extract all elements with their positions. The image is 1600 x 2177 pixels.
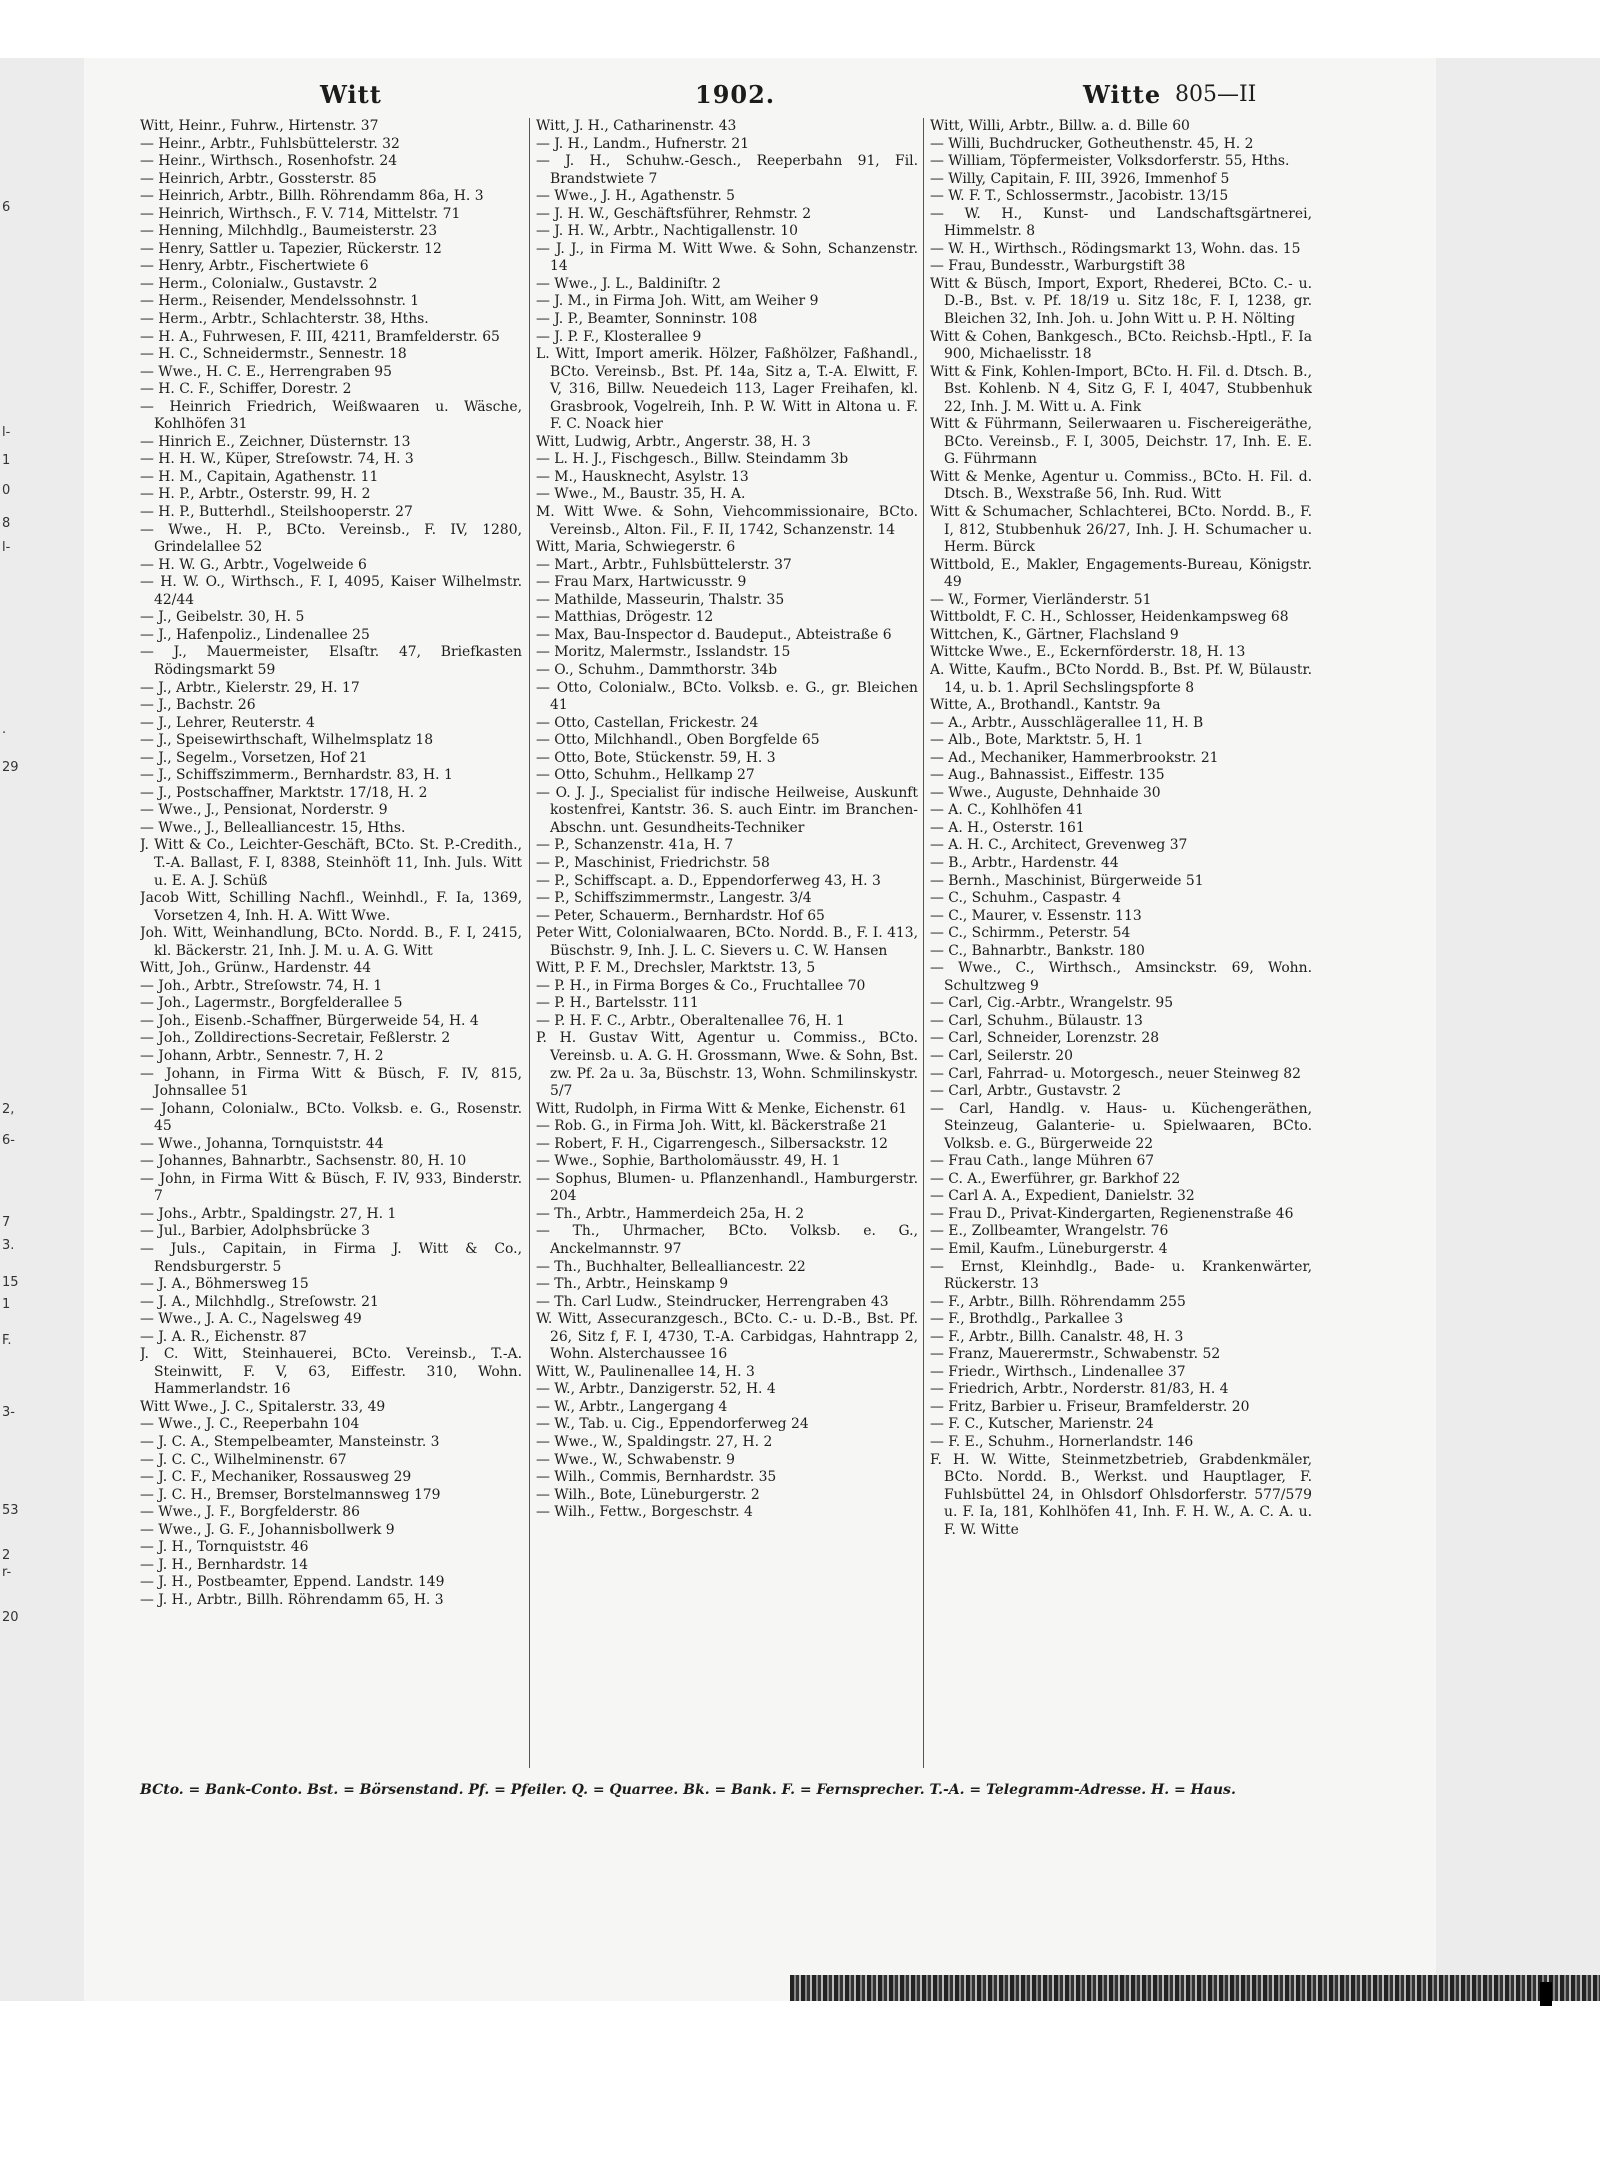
directory-entry: Wittchen, K., Gärtner, Flachsland 9: [930, 626, 1179, 643]
directory-entry: — C., Bahnarbtr., Bankstr. 180: [930, 942, 1145, 959]
directory-entry: — Wwe., J., Bellealliancestr. 15, Hths.: [140, 819, 406, 836]
directory-entry: — A. H. C., Architect, Grevenweg 37: [930, 837, 1188, 854]
directory-entry: — J. H., Landm., Hufnerstr. 21: [536, 135, 750, 152]
directory-entry: — Frau, Bundesstr., Warburgstift 38: [930, 258, 1186, 275]
directory-entry: — Johann, Colonialw., BCto. Volksb. e. G., Rosenstr. 45: [140, 1100, 522, 1135]
directory-entry: Witt, Heinr., Fuhrw., Hirtenstr. 37: [140, 118, 379, 134]
directory-entry: — C. A., Ewerführer, gr. Barkhof 22: [930, 1170, 1181, 1187]
edge-mark: r-: [2, 1565, 12, 1580]
directory-entry: — Peter, Schauerm., Bernhardstr. Hof 65: [536, 907, 825, 924]
directory-entry: — Joh., Zolldirections-Secretair, Feßlerstr. 2: [140, 1030, 451, 1047]
directory-entry: — J. H., Bernhardstr. 14: [140, 1556, 309, 1573]
directory-entry: Witt & Büsch, Import, Export, Rhederei, BCto. C.- u. D.-B., Bst. v. Pf. 18/19 u. Sitz 18c, F. I, 1238, gr. Bleichen 32, Inh. Joh. u. John Witt u. P. H. Nölting: [930, 275, 1312, 328]
directory-entry: — J., Arbtr., Kielerstr. 29, H. 17: [140, 679, 360, 696]
directory-entry: — Wilh., Commis, Bernhardstr. 35: [536, 1469, 777, 1486]
edge-mark: F.: [2, 1333, 12, 1348]
directory-entry: — B., Arbtr., Hardenstr. 44: [930, 854, 1119, 871]
edge-mark: l-: [2, 540, 11, 555]
directory-entry: — Ad., Mechaniker, Hammerbrookstr. 21: [930, 749, 1219, 766]
directory-entry: W. Witt, Assecuranzgesch., BCto. C.- u. D.-B., Bst. Pf. 26, Sitz f, F. I, 4730, T.-A. Carbidgas, Hahntrapp 2, Wohn. Alsterchaussee 16: [536, 1311, 918, 1363]
directory-entry: — Heinrich, Arbtr., Billh. Röhrendamm 86a, H. 3: [140, 188, 484, 205]
directory-entry: — Sophus, Blumen- u. Pflanzenhandl., Hamburgerstr. 204: [536, 1170, 918, 1205]
directory-entry: Wittboldt, F. C. H., Schlosser, Heidenkampsweg 68: [930, 609, 1289, 626]
directory-entry: M. Witt Wwe. & Sohn, Viehcommissionaire, BCto. Vereinsb., Alton. Fil., F. II, 1742, Schanzenstr. 14: [536, 504, 918, 538]
directory-entry: Joh. Witt, Weinhandlung, BCto. Nordd. B., F. I, 2415, kl. Bäckerstr. 21, Inh. J. M. u. A. G. Witt: [140, 925, 522, 959]
directory-entry: — F., Arbtr., Billh. Röhrendamm 255: [930, 1293, 1186, 1310]
directory-entry: — Henning, Milchhdlg., Baumeisterstr. 23: [140, 223, 438, 240]
directory-entry: — J. C. F., Mechaniker, Rossausweg 29: [140, 1469, 412, 1486]
directory-entry: Witt, Ludwig, Arbtr., Angerstr. 38, H. 3: [536, 433, 811, 450]
directory-entry: — Otto, Bote, Stückenstr. 59, H. 3: [536, 749, 776, 766]
directory-entry: — Th., Uhrmacher, BCto. Volksb. e. G., Anckelmannstr. 97: [536, 1223, 918, 1257]
directory-entry: — Frau Marx, Hartwicusstr. 9: [536, 574, 747, 591]
directory-entry: — Wwe., J. G. F., Johannisbollwerk 9: [140, 1521, 395, 1538]
directory-entry: — Willy, Capitain, F. III, 3926, Immenhof 5: [930, 170, 1230, 187]
directory-entry: — Carl, Schuhm., Bülaustr. 13: [930, 1012, 1143, 1029]
directory-entry: — Wwe., Auguste, Dehnhaide 30: [930, 784, 1161, 801]
directory-entry: — Wwe., J. A. C., Nagelsweg 49: [140, 1311, 362, 1328]
directory-entry: — W., Arbtr., Langergang 4: [536, 1398, 728, 1415]
edge-mark: 53: [2, 1503, 19, 1518]
directory-entry: — Mathilde, Masseurin, Thalstr. 35: [536, 591, 785, 608]
header-year: 1902.: [695, 80, 776, 109]
directory-entry: — Wwe., J. L., Baldiniſtr. 2: [536, 275, 721, 292]
directory-entry: L. Witt, Import amerik. Hölzer, Faßhölzer, Faßhandl., BCto. Vereinsb., Bst. Pf. 14a, Sitz a, T.-A. Elwitt, F. V, 316, Billw. Neuedeich 113, Lager Freihafen, kl. Grasbrook, Vogelreih, Inh. P. W. Witt in Altona u. F. F. C. Noack hier: [536, 346, 918, 433]
directory-entry: — Henry, Arbtr., Fischertwiete 6: [140, 258, 369, 275]
directory-entry: — Robert, F. H., Cigarrengesch., Silbersackstr. 12: [536, 1135, 888, 1152]
directory-entry: — Hinrich E., Zeichner, Düsternstr. 13: [140, 433, 411, 450]
directory-entry: — H. P., Arbtr., Osterstr. 99, H. 2: [140, 486, 371, 503]
directory-entry: — Wwe., M., Baustr. 35, H. A.: [536, 486, 746, 503]
column-1: [140, 118, 522, 1768]
directory-entry: — John, in Firma Witt & Büsch, F. IV, 933, Binderstr. 7: [140, 1170, 522, 1205]
directory-entry: — W., Arbtr., Danzigerstr. 52, H. 4: [536, 1381, 776, 1398]
header-left-keyword: Witt: [320, 80, 382, 109]
directory-entry: — P. H., in Firma Borges & Co., Fruchtallee 70: [536, 977, 866, 994]
directory-entry: Wittbold, E., Makler, Engagements-Bureau, Königstr. 49: [930, 556, 1312, 591]
directory-entry: — Heinrich Friedrich, Weißwaaren u. Wäsche, Kohlhöfen 31: [140, 398, 522, 433]
directory-entry: F. H. W. Witte, Steinmetzbetrieb, Grabdenkmäler, BCto. Nordd. B., Werkst. und Hauptlager, F. Fuhlsbüttel 24, in Ohlsdorf Ohlsdorferstr. 577/579 u. F. Ia, 181, Kohlhöfen 41, Inh. F. H. W., A. C. A. u. F. W. Witte: [930, 1451, 1312, 1538]
directory-entry: — A. H., Osterstr. 161: [930, 819, 1085, 836]
directory-entry: — L. H. J., Fischgesch., Billw. Steindamm 3b: [536, 451, 849, 468]
directory-entry: — J. C. C., Wilhelminenstr. 67: [140, 1451, 347, 1468]
directory-entry: — J. H., Arbtr., Billh. Röhrendamm 65, H. 3: [140, 1591, 444, 1608]
directory-entry: — J. A., Böhmersweg 15: [140, 1276, 309, 1293]
directory-entry: — Herm., Colonialw., Gustavstr. 2: [140, 275, 378, 292]
directory-entry: — P. H. F. C., Arbtr., Oberaltenallee 76, H. 1: [536, 1012, 845, 1029]
directory-entry: — Willi, Buchdrucker, Gotheuthenstr. 45, H. 2: [930, 135, 1254, 152]
directory-entry: Witt & Führmann, Seilerwaaren u. Fischereigeräthe, BCto. Vereinsb., F. I, 3005, Deichstr. 17, Inh. E. E. G. Führmann: [930, 416, 1312, 468]
directory-entry: — J. H., Postbeamter, Eppend. Landstr. 149: [140, 1574, 445, 1591]
directory-entry: — H. P., Butterhdl., Steilshooperstr. 27: [140, 504, 413, 521]
directory-entry: — Wwe., Sophie, Bartholomäusstr. 49, H. 1: [536, 1153, 841, 1170]
directory-entry: — J. P., Beamter, Sonninstr. 108: [536, 311, 758, 328]
column-2: [536, 118, 918, 1768]
directory-entry: — Th., Arbtr., Hammerdeich 25a, H. 2: [536, 1205, 805, 1222]
column-divider: [529, 118, 530, 1768]
column-3: [930, 118, 1312, 1768]
directory-entry: — J. H., Tornquiststr. 46: [140, 1539, 309, 1556]
edge-mark: l-: [2, 425, 11, 440]
directory-entry: — Wwe., W., Spaldingstr. 27, H. 2: [536, 1434, 773, 1451]
directory-entry: Wittcke Wwe., E., Eckernförderstr. 18, H. 13: [930, 644, 1246, 661]
directory-entry: — Johann, Arbtr., Sennestr. 7, H. 2: [140, 1047, 384, 1064]
directory-entry: — William, Töpfermeister, Volksdorferstr. 55, Hths.: [930, 153, 1290, 170]
directory-entry: Peter Witt, Colonialwaaren, BCto. Nordd. B., F. I. 413, Büschstr. 9, Inh. J. L. C. Sievers u. C. W. Hansen: [536, 925, 918, 959]
directory-entry: — Heinrich, Wirthsch., F. V. 714, Mittelstr. 71: [140, 205, 461, 222]
directory-entry: — H. C., Schneidermstr., Sennestr. 18: [140, 346, 407, 363]
directory-entry: — Jul., Barbier, Adolphsbrücke 3: [140, 1223, 370, 1240]
directory-entry: — J., Mauermeister, Elsaſtr. 47, Briefkasten Rödingsmarkt 59: [140, 644, 522, 678]
directory-entry: — H. W. O., Wirthsch., F. I, 4095, Kaiser Wilhelmstr. 42/44: [140, 574, 522, 608]
previous-page-edge-marks: [0, 58, 20, 2001]
edge-mark: 3.: [2, 1238, 15, 1253]
directory-entry: — Otto, Milchhandl., Oben Borgfelde 65: [536, 732, 820, 749]
directory-entry: Witt, P. F. M., Drechsler, Marktstr. 13, 5: [536, 960, 816, 977]
directory-entry: — Th., Arbtr., Heinskamp 9: [536, 1276, 729, 1293]
directory-entry: — J., Lehrer, Reuterstr. 4: [140, 714, 315, 731]
directory-entry: — Otto, Schuhm., Hellkamp 27: [536, 767, 755, 784]
directory-entry: — J., Hafenpoliz., Lindenallee 25: [140, 626, 370, 643]
edge-mark: 6: [2, 200, 11, 215]
directory-entry: Witte, A., Brothandl., Kantstr. 9a: [930, 697, 1161, 714]
edge-mark: 8: [2, 516, 11, 531]
directory-entry: — Wwe., H. C. E., Herrengraben 95: [140, 363, 392, 380]
directory-entry: Witt, Rudolph, in Firma Witt & Menke, Eichenstr. 61: [536, 1100, 908, 1117]
directory-entry: — J., Segelm., Vorsetzen, Hof 21: [140, 749, 368, 766]
directory-entry: — J., Postschaffner, Marktstr. 17/18, H. 2: [140, 784, 428, 801]
directory-entry: — J. M., in Firma Joh. Witt, am Weiher 9: [536, 293, 819, 310]
directory-entry: — H. W. G., Arbtr., Vogelweide 6: [140, 556, 367, 573]
directory-entry: J. Witt & Co., Leichter-Geschäft, BCto. St. P.-Credith., T.-A. Ballast, F. I, 8388, Steinhöft 11, Inh. Juls. Witt u. E. A. J. Schüß: [140, 837, 522, 889]
directory-entry: — P., Maschinist, Friedrichstr. 58: [536, 854, 770, 871]
directory-entry: — E., Zollbeamter, Wrangelstr. 76: [930, 1223, 1169, 1240]
directory-entry: — Bernh., Maschinist, Bürgerweide 51: [930, 872, 1204, 889]
directory-entry: — Aug., Bahnassist., Eiffestr. 135: [930, 767, 1165, 784]
directory-entry: — Moritz, Malermstr., Isslandstr. 15: [536, 644, 791, 661]
directory-entry: — Fritz, Barbier u. Friseur, Bramfelderstr. 20: [930, 1398, 1250, 1415]
directory-entry: — J. J., in Firma M. Witt Wwe. & Sohn, Schanzenstr. 14: [536, 240, 918, 275]
directory-entry: — J. P. F., Klosterallee 9: [536, 328, 702, 345]
edge-mark: 0: [2, 483, 11, 498]
scan-edge-artifact: [1540, 1982, 1552, 2006]
directory-entry: — Th. Carl Ludw., Steindrucker, Herrengraben 43: [536, 1293, 889, 1310]
directory-entry: — H. A., Fuhrwesen, F. III, 4211, Bramfelderstr. 65: [140, 328, 500, 345]
directory-entry: — Carl A. A., Expedient, Danielstr. 32: [930, 1188, 1195, 1205]
column-divider: [923, 118, 924, 1768]
directory-entry: — Carl, Arbtr., Gustavstr. 2: [930, 1083, 1122, 1100]
directory-entry: — F. C., Kutscher, Marienstr. 24: [930, 1416, 1154, 1433]
directory-entry: — H. M., Capitain, Agathenstr. 11: [140, 468, 379, 485]
directory-entry: — Wilh., Bote, Lüneburgerstr. 2: [536, 1486, 760, 1503]
directory-entry: — J. A., Milchhdlg., Streſowstr. 21: [140, 1293, 379, 1310]
directory-entry: — W. H., Kunst- und Landschaftsgärtnerei, Himmelstr. 8: [930, 205, 1312, 240]
directory-entry: — Matthias, Drögestr. 12: [536, 609, 714, 626]
directory-entry: — J. C. H., Bremser, Borstelmannsweg 179: [140, 1486, 441, 1503]
directory-entry: — W., Former, Vierländerstr. 51: [930, 591, 1152, 608]
edge-mark: .: [2, 722, 7, 737]
directory-entry: — Frau Cath., lange Mühren 67: [930, 1153, 1155, 1170]
directory-entry: — Wwe., J. H., Agathenstr. 5: [536, 188, 736, 205]
directory-entry: — Heinr., Wirthsch., Rosenhofstr. 24: [140, 153, 398, 170]
directory-entry: — Herm., Arbtr., Schlachterstr. 38, Hths.: [140, 311, 429, 328]
directory-entry: — Carl, Cig.-Arbtr., Wrangelstr. 95: [930, 995, 1174, 1012]
directory-entry: — Friedrich, Arbtr., Norderstr. 81/83, H. 4: [930, 1381, 1229, 1398]
directory-entry: Witt, W., Paulinenallee 14, H. 3: [536, 1363, 755, 1380]
page-header: [140, 80, 1290, 112]
directory-entry: — J. H., Schuhw.-Gesch., Reeperbahn 91, Fil. Brandstwiete 7: [536, 153, 918, 187]
directory-entry: — Carl, Fahrrad- u. Motorgesch., neuer Steinweg 82: [930, 1065, 1301, 1082]
directory-entry: — Wwe., J. C., Reeperbahn 104: [140, 1416, 360, 1433]
directory-entry: — Carl, Schneider, Lorenzstr. 28: [930, 1030, 1160, 1047]
directory-entry: — C., Maurer, v. Essenstr. 113: [930, 907, 1142, 924]
directory-entry: — Joh., Eisenb.-Schaffner, Bürgerweide 54, H. 4: [140, 1012, 479, 1029]
directory-entry: — W., Tab. u. Cig., Eppendorferweg 24: [536, 1416, 809, 1433]
directory-entry: — Max, Bau-Inspector d. Baudeput., Abteistraße 6: [536, 626, 892, 643]
directory-entry: — Frau D., Privat-Kindergarten, Regienenstraße 46: [930, 1205, 1294, 1222]
directory-entry: Witt, Maria, Schwiegerstr. 6: [536, 539, 736, 556]
directory-entry: — A. C., Kohlhöfen 41: [930, 802, 1085, 819]
directory-entry: Witt & Schumacher, Schlachterei, BCto. Nordd. B., F. I, 812, Stubbenhuk 26/27, Inh. J. H. Schumacher u. Herm. Bürck: [930, 504, 1312, 556]
directory-entry: Jacob Witt, Schilling Nachfl., Weinhdl., F. Ia, 1369, Vorsetzen 4, Inh. H. A. Witt Wwe.: [140, 890, 522, 924]
directory-entry: — Franz, Mauerermstr., Schwabenstr. 52: [930, 1346, 1221, 1363]
directory-entry: — Johs., Arbtr., Spaldingstr. 27, H. 1: [140, 1205, 397, 1222]
directory-entry: Witt, J. H., Catharinenstr. 43: [536, 118, 737, 134]
directory-entry: — P. H., Bartelsstr. 111: [536, 995, 699, 1012]
directory-entry: — Wilh., Fettw., Borgeschstr. 4: [536, 1504, 753, 1521]
directory-entry: — P., Schiffszimmermstr., Langestr. 3/4: [536, 890, 812, 907]
directory-entry: — Wwe., W., Schwabenstr. 9: [536, 1451, 735, 1468]
edge-mark: 6-: [2, 1133, 15, 1148]
directory-entry: — J. A. R., Eichenstr. 87: [140, 1328, 307, 1345]
directory-entry: — Th., Buchhalter, Bellealliancestr. 22: [536, 1258, 806, 1275]
directory-entry: — Ernst, Kleinhdlg., Bade- u. Krankenwärter, Rückerstr. 13: [930, 1258, 1312, 1293]
edge-mark: 2,: [2, 1102, 15, 1117]
directory-entry: — Joh., Arbtr., Streſowstr. 74, H. 1: [140, 977, 383, 994]
directory-entry: — F., Brothdlg., Parkallee 3: [930, 1311, 1124, 1328]
directory-entry: J. C. Witt, Steinhauerei, BCto. Vereinsb., T.-A. Steinwitt, F. V, 63, Eiffestr. 310, Wohn. Hammerlandstr. 16: [140, 1346, 522, 1398]
directory-entry: Witt & Fink, Kohlen-Import, BCto. H. Fil. d. Dtsch. B., Bst. Kohlenb. N 4, Sitz G, F. I, 4047, Stubbenhuk 22, Inh. J. M. Witt u. A. Fink: [930, 363, 1312, 415]
directory-entry: — Wwe., Johanna, Tornquiststr. 44: [140, 1135, 384, 1152]
edge-mark: 20: [2, 1610, 19, 1625]
directory-entry: — Henry, Sattler u. Tapezier, Rückerstr. 12: [140, 240, 442, 257]
directory-entry: — Johannes, Bahnarbtr., Sachsenstr. 80, H. 10: [140, 1153, 467, 1170]
directory-entry: — Carl, Seilerstr. 20: [930, 1047, 1073, 1064]
directory-entry: — P., Schiffscapt. a. D., Eppendorferweg 43, H. 3: [536, 872, 881, 889]
directory-entry: — J., Schiffszimmerm., Bernhardstr. 83, H. 1: [140, 767, 453, 784]
directory-entry: — Johann, in Firma Witt & Büsch, F. IV, 815, Johnsallee 51: [140, 1065, 522, 1100]
directory-entry: — Otto, Castellan, Frickestr. 24: [536, 714, 759, 731]
directory-entry: — W. F. T., Schlossermstr., Jacobistr. 13/15: [930, 188, 1229, 205]
directory-entry: Witt & Menke, Agentur u. Commiss., BCto. H. Fil. d. Dtsch. B., Wexstraße 56, Inh. Rud. Witt: [930, 468, 1312, 503]
directory-entry: — Mart., Arbtr., Fuhlsbüttelerstr. 37: [536, 556, 792, 573]
directory-entry: — F. E., Schuhm., Hornerlandstr. 146: [930, 1434, 1194, 1451]
edge-mark: 15: [2, 1275, 19, 1290]
directory-entry: Witt Wwe., J. C., Spitalerstr. 33, 49: [140, 1398, 386, 1415]
directory-entry: — Wwe., C., Wirthsch., Amsinckstr. 69, Wohn. Schultzweg 9: [930, 960, 1312, 994]
directory-entry: — Otto, Colonialw., BCto. Volksb. e. G., gr. Bleichen 41: [536, 679, 918, 714]
directory-entry: — Heinrich, Arbtr., Gossterstr. 85: [140, 170, 377, 187]
directory-entry: Witt, Joh., Grünw., Hardenstr. 44: [140, 960, 372, 977]
directory-entry: — O. J. J., Specialist für indische Heilweise, Auskunft kostenfrei, Kantstr. 36. S. auch Eintr. im Branchen-Abschn. unt. Gesundheits-Techniker: [536, 784, 918, 836]
edge-mark: 3-: [2, 1405, 15, 1420]
directory-entry: — H. H. W., Küper, Streſowstr. 74, H. 3: [140, 451, 414, 468]
directory-entry: — O., Schuhm., Dammthorstr. 34b: [536, 661, 778, 678]
directory-entry: — Wwe., H. P., BCto. Vereinsb., F. IV, 1280, Grindelallee 52: [140, 521, 522, 556]
directory-entry: — Alb., Bote, Marktstr. 5, H. 1: [930, 732, 1144, 749]
directory-entry: — P., Schanzenstr. 41a, H. 7: [536, 837, 734, 854]
abbreviation-legend: BCto. = Bank-Conto. Bst. = Börsenstand. Pf. = Pfeiler. Q. = Quarree. Bk. = Bank. F. = Fernsprecher. T.-A. = Telegramm-Adresse. H. = Haus.: [140, 1782, 1236, 1798]
directory-entry: — Wwe., J., Pensionat, Norderstr. 9: [140, 802, 388, 819]
directory-entry: Witt, Willi, Arbtr., Billw. a. d. Bille 60: [930, 118, 1190, 134]
directory-entry: — J. H. W., Arbtr., Nachtigallenstr. 10: [536, 223, 798, 240]
directory-entry: P. H. Gustav Witt, Agentur u. Commiss., BCto. Vereinsb. u. A. G. H. Grossmann, Wwe. & Sohn, Bst. zw. Pf. 2a u. 3a, Büschstr. 13, Wohn. Schmilinskystr. 5/7: [536, 1030, 918, 1100]
directory-entry: Witt & Cohen, Bankgesch., BCto. Reichsb.-Hptl., F. Ia 900, Michaelisstr. 18: [930, 328, 1312, 363]
directory-entry: — J., Bachstr. 26: [140, 697, 256, 714]
directory-entry: — Heinr., Arbtr., Fuhlsbüttelerstr. 32: [140, 135, 400, 152]
edge-mark: 1: [2, 453, 11, 468]
directory-entry: — Herm., Reisender, Mendelssohnstr. 1: [140, 293, 420, 310]
directory-entry: — Friedr., Wirthsch., Lindenallee 37: [930, 1363, 1186, 1380]
directory-entry: — J. C. A., Stempelbeamter, Mansteinstr. 3: [140, 1434, 440, 1451]
edge-mark: 1: [2, 1297, 11, 1312]
directory-entry: — M., Hausknecht, Asylstr. 13: [536, 468, 749, 485]
directory-entry: — Rob. G., in Firma Joh. Witt, kl. Bäckerstraße 21: [536, 1118, 888, 1135]
directory-entry: — Carl, Handlg. v. Haus- u. Küchengeräthen, Steinzeug, Galanterie- u. Spielwaaren, BCto. Volksb. e. G., Bürgerweide 22: [930, 1100, 1312, 1152]
edge-mark: 7: [2, 1215, 11, 1230]
directory-entry: A. Witte, Kaufm., BCto Nordd. B., Bst. Pf. W, Bülaustr. 14, u. b. 1. April Sechslingspforte 8: [930, 661, 1312, 696]
directory-entry: — Emil, Kaufm., Lüneburgerstr. 4: [930, 1241, 1168, 1257]
directory-entry: — W. H., Wirthsch., Rödingsmarkt 13, Wohn. das. 15: [930, 240, 1301, 257]
directory-entry: — Juls., Capitain, in Firma J. Witt & Co., Rendsburgerstr. 5: [140, 1241, 522, 1275]
page-number: 805—II: [1175, 82, 1257, 107]
directory-entry: — F., Arbtr., Billh. Canalstr. 48, H. 3: [930, 1328, 1184, 1345]
scan-edge-artifact: [790, 1975, 1600, 2001]
directory-entry: — Joh., Lagermstr., Borgfelderallee 5: [140, 995, 403, 1012]
directory-entry: — Wwe., J. F., Borgfelderstr. 86: [140, 1504, 360, 1521]
directory-entry: — A., Arbtr., Ausschlägerallee 11, H. B: [930, 714, 1204, 731]
directory-entry: — H. C. F., Schiffer, Dorestr. 2: [140, 381, 352, 398]
directory-entry: — J. H. W., Geschäftsführer, Rehmstr. 2: [536, 205, 812, 222]
edge-mark: 29: [2, 760, 19, 775]
directory-entry: — C., Schirmm., Peterstr. 54: [930, 925, 1131, 942]
header-right-keyword: Witte: [1083, 80, 1162, 109]
directory-entry: — C., Schuhm., Caspastr. 4: [930, 890, 1121, 907]
directory-entry: — J., Speisewirthschaft, Wilhelmsplatz 18: [140, 732, 434, 749]
directory-entry: — J., Geibelstr. 30, H. 5: [140, 609, 305, 626]
edge-mark: 2: [2, 1548, 11, 1563]
